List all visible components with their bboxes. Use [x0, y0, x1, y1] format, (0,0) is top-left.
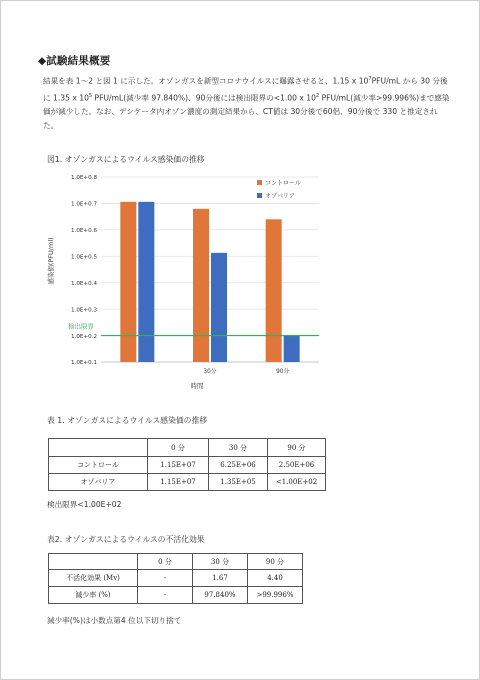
exponent: 5: [88, 92, 93, 99]
table-cell: オゾバリア: [49, 474, 148, 491]
table-cell: 4.40: [248, 570, 303, 587]
figure-caption: 図1. オゾンガスによるウイルス感染価の推移: [47, 155, 205, 164]
x-axis-label: 時間: [190, 382, 204, 390]
table-cell: 2.50E+06: [268, 457, 326, 474]
table2-note: 減少率(%)は小数点第4 位以下切り捨て: [47, 616, 182, 625]
y-axis-label: 感染価(PFU/ml): [47, 237, 55, 285]
detection-limit-label: 検出限界: [68, 322, 94, 331]
bar-ozone: [138, 202, 154, 362]
legend-label-control: コントロール: [265, 180, 301, 187]
table-header-cell: 90 分: [268, 439, 326, 457]
table-header-cell: 30 分: [209, 439, 268, 457]
y-tick-label: 1.0E+0.3: [70, 307, 97, 314]
x-tick-label: 90分: [276, 369, 290, 375]
table-cell: 不活化効果 (Mv): [49, 570, 138, 587]
bar-ozone: [284, 336, 300, 362]
table-row: [49, 457, 326, 474]
y-tick-label: 1.0E+0.1: [70, 360, 97, 367]
table1: [48, 438, 326, 491]
y-tick-label: 1.0E+0.2: [70, 333, 97, 340]
table-cell: 1.35E+05: [209, 474, 268, 491]
table-cell: -: [138, 570, 193, 587]
x-axis-ticks: [203, 367, 289, 375]
table-header-row: [49, 439, 326, 457]
bar-chart: [1, 166, 480, 406]
table-header-row: [49, 554, 303, 570]
y-axis-ticks: [71, 175, 97, 366]
y-tick-label: 1.0E+0.8: [70, 175, 97, 182]
legend-label-ozone: オゾバリア: [265, 193, 295, 200]
table-header-cell: [49, 554, 138, 570]
legend-swatch-control: [257, 180, 262, 185]
y-tick-label: 1.0E+0.4: [70, 280, 97, 287]
table-cell: -: [138, 587, 193, 604]
y-tick-label: 1.0E+0.7: [70, 201, 97, 208]
table-cell: 6.25E+06: [209, 457, 268, 474]
table-row: [49, 570, 303, 587]
bar-control: [193, 209, 209, 362]
bars: [120, 202, 299, 362]
table-cell: コントロール: [49, 457, 148, 474]
table2: [48, 553, 303, 604]
x-tick-label: 30分: [203, 369, 217, 375]
bar-control: [266, 219, 282, 362]
table1-note: 検出限界<1.00E+02: [47, 500, 122, 509]
table-cell: 1.15E+07: [148, 474, 209, 491]
y-tick-label: 1.0E+0.5: [70, 254, 97, 261]
y-tick-label: 1.0E+0.6: [70, 228, 97, 235]
exponent: 2: [315, 92, 320, 99]
bar-ozone: [211, 253, 227, 362]
table-cell: 97.840%: [193, 587, 248, 604]
table-row: [49, 587, 303, 604]
paragraph-text: PFU/mL から 30 分後に 1.35 x 10: [43, 76, 448, 103]
legend-swatch-ozone: [257, 193, 262, 198]
table-header-cell: [49, 439, 148, 457]
table-header-cell: 90 分: [248, 554, 303, 570]
paragraph-text: 結果を表 1〜2 と図 1 に示した。オゾンガスを新型コロナウイルスに曝露させると、1.15 x 10: [43, 76, 369, 86]
table-header-cell: 0 分: [138, 554, 193, 570]
table-header-cell: 30 分: [193, 554, 248, 570]
bar-control: [120, 202, 136, 362]
table-cell: >99.996%: [248, 587, 303, 604]
exponent: 7: [368, 76, 372, 82]
legend: [257, 180, 301, 200]
table-header-cell: 0 分: [148, 439, 209, 457]
table2-caption: 表2. オゾンガスによるウイルスの不活化効果: [47, 535, 205, 544]
table-cell: 1.67: [193, 570, 248, 587]
table-row: [49, 474, 326, 491]
results-paragraph: [43, 72, 451, 133]
table-cell: <1.00E+02: [268, 474, 326, 491]
paragraph-text: PFU/mL(減少率>99.996%)まで感染価が減少した。なお、デシケータ内オゾン濃度の測定結果から、CT値は 30分後で60侶、90分後で 330 と推定された。: [43, 93, 450, 131]
table1-caption: 表 1. オゾンガスによるウイルス感染価の推移: [47, 416, 208, 425]
table-cell: 1.15E+07: [148, 457, 209, 474]
section-heading: ◆試験結果概要: [38, 55, 111, 67]
paragraph-text: PFU/mL(減少率 97.840%)、90分後には検出限界の<1.00 x 10: [92, 93, 316, 103]
table-cell: 減少率 (%): [49, 587, 138, 604]
